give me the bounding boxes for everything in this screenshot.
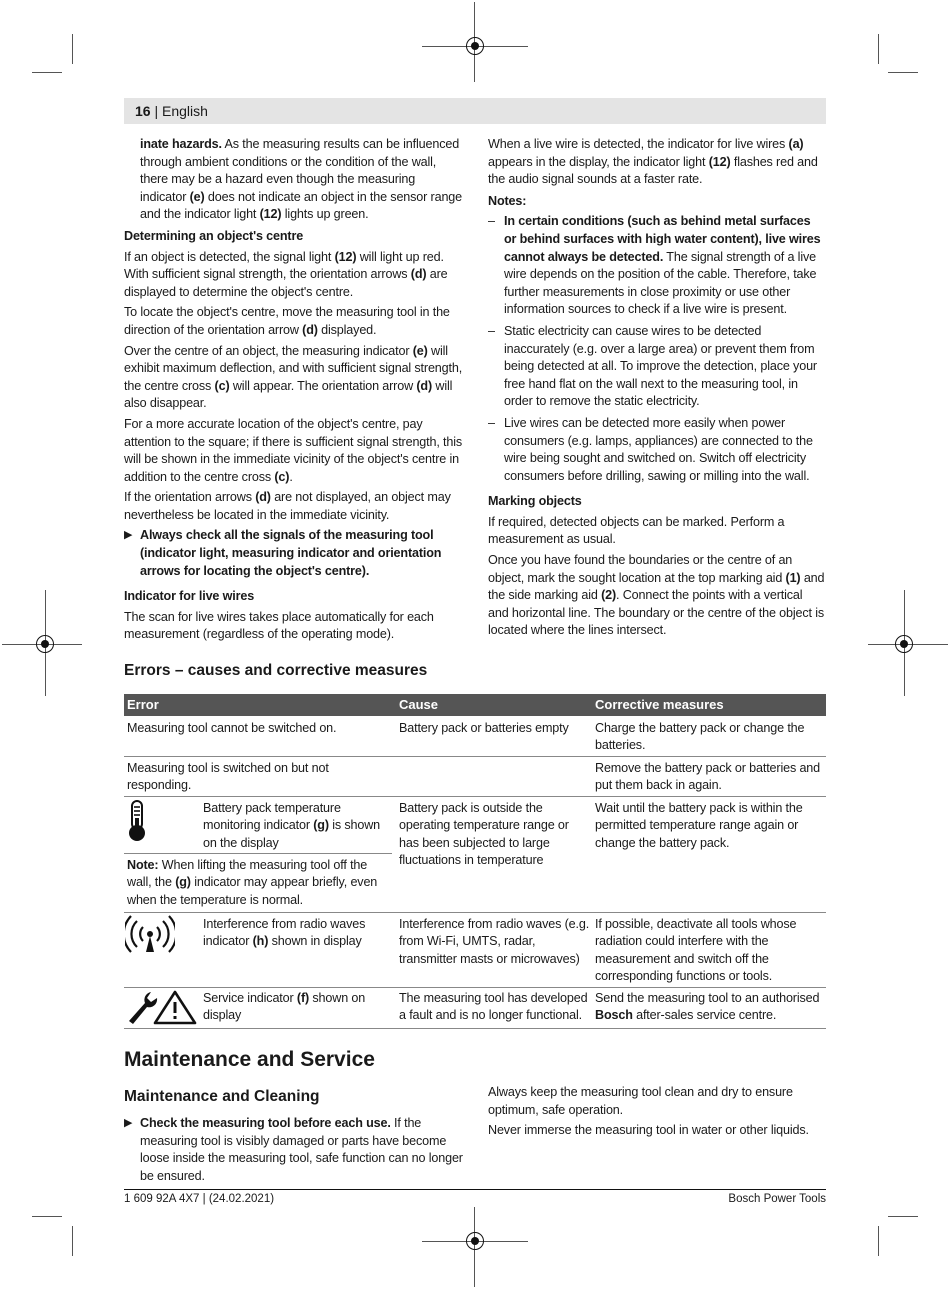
table-divider (124, 987, 826, 988)
table-cell: Charge the battery pack or change the batteries. (595, 721, 805, 753)
footer-brand: Bosch Power Tools (728, 1193, 826, 1205)
crop-mark (32, 72, 62, 73)
paragraph: If required, detected objects can be marked. Perform a measurement as usual. (488, 514, 785, 547)
table-cell: The measuring tool has developed a fault and is no longer functional. (399, 991, 588, 1023)
table-cell: Battery pack temperature monitoring indicator (g) is shown on the display (203, 801, 381, 850)
triangle-bullet-icon: ▶ (124, 1117, 133, 1129)
thermometer-icon (127, 800, 149, 847)
note-item: – Live wires can be detected more easily when power consumers (e.g. lamps, appliances) are connected to the wire being sought and switched on. Switch off electricity consumers before drilling, sawing or milling into the wall. (488, 415, 813, 483)
section-title: Maintenance and Service (124, 1048, 375, 1071)
table-cell: Interference from radio waves (e.g. from Wi-Fi, UMTS, radar, transmitter masts or microwaves) (399, 917, 590, 966)
footer-rule (124, 1189, 826, 1190)
column-header: Corrective measures (595, 697, 724, 712)
warning-bullet: ▶ Check the measuring tool before each use. If the measuring tool is visibly damaged or parts have become loose inside the measuring tool, safe function can no longer be ensured. (124, 1116, 463, 1183)
crop-mark (888, 1216, 918, 1217)
warning-bullet: ▶ Always check all the signals of the measuring tool (indicator light, measuring indicator and orientation arrows for locating the object's centre). (124, 528, 442, 578)
header-separator: | (150, 103, 162, 119)
paragraph: To locate the object's centre, move the measuring tool in the direction of the orientation arrow (d) displayed. (124, 305, 450, 337)
column-header: Error (127, 697, 159, 712)
right-column (488, 136, 826, 643)
table-cell: Interference from radio waves indicator (h) shown in display (203, 917, 366, 949)
paragraph: The scan for live wires takes place automatically for each measurement (regardless of the operating mode). (124, 609, 434, 642)
table-cell: If possible, deactivate all tools whose radiation could interfere with the measurement and switch off the corresponding functions or tools. (595, 917, 797, 984)
table-cell: Wait until the battery pack is within the permitted temperature range again or change the battery pack. (595, 801, 803, 850)
paragraph: Over the centre of an object, the measuring indicator (e) will exhibit maximum deflection, and with sufficient signal strength, the centre cross (c) will appear. The orientation arrow (d) will also disappear. (124, 343, 463, 411)
crop-mark (888, 72, 918, 73)
table-cell: Remove the battery pack or batteries and put them back in again. (595, 761, 821, 793)
table-divider (124, 853, 392, 854)
table-divider (124, 912, 826, 913)
maintenance-left (124, 1115, 464, 1188)
table-divider (124, 756, 826, 757)
section-heading: Indicator for live wires (124, 589, 255, 604)
paragraph: For a more accurate location of the object's centre, pay attention to the square; if there is sufficient signal strength, this will be shown in the immediate vicinity of the object's centre in addition to the centre cross (c). (124, 416, 463, 484)
crop-mark (878, 1226, 879, 1256)
service-warning-icon (125, 989, 197, 1030)
notes-heading: Notes: (488, 193, 527, 208)
left-column (124, 136, 464, 647)
paragraph: When a live wire is detected, the indicator for live wires (a) appears in the display, the indicator light (12) flashes red and the audio signal sounds at a faster rate. (488, 137, 818, 187)
column-header: Cause (399, 697, 439, 712)
paragraph: If an object is detected, the signal light (12) will light up red. With sufficient signal strength, the orientation arrows (d) are displayed to determine the object's centre. (124, 249, 448, 299)
page-header-bar (124, 98, 826, 124)
table-divider (124, 796, 826, 797)
header-language: English (162, 103, 208, 119)
crop-mark (72, 34, 73, 64)
table-note: Note: When lifting the measuring tool off the wall, the (g) indicator may appear briefly, even when the temperature is normal. (127, 858, 378, 907)
table-title: Errors – causes and corrective measures (124, 662, 428, 679)
table-cell: Service indicator (f) shown on display (203, 991, 366, 1023)
crop-mark (32, 1216, 62, 1217)
maintenance-right (488, 1084, 826, 1143)
page-number: 16 (135, 103, 151, 119)
table-header (124, 694, 826, 716)
table-cell: Send the measuring tool to an authorised Bosch after-sales service centre. (595, 991, 820, 1023)
footer-doc-id: 1 609 92A 4X7 | (24.02.2021) (124, 1193, 275, 1205)
paragraph: Once you have found the boundaries or the centre of an object, mark the sought location at the top marking aid (1) and the side marking aid (2). Connect the points with a vertical and horizontal line. The boundary or the centre of the object is located where the lines intersect. (488, 553, 825, 638)
registration-mark-icon (36, 635, 54, 653)
crop-mark (72, 1226, 73, 1256)
radio-waves-icon (125, 914, 175, 961)
table-cell: Battery pack or batteries empty (399, 721, 569, 735)
section-heading: Marking objects (488, 494, 582, 509)
paragraph: If the orientation arrows (d) are not displayed, an object may nevertheless be located in the immediate vicinity. (124, 490, 451, 522)
subsection-title: Maintenance and Cleaning (124, 1088, 320, 1105)
crop-mark (878, 34, 879, 64)
note-item: – Static electricity can cause wires to be detected inaccurately (e.g. over a large area) or prevent them from being detected at all. To improve the detection, place your free hand flat on the wall next to the measuring tool, in order to remove the static electricity. (488, 323, 817, 409)
registration-mark-icon (466, 1232, 484, 1250)
registration-mark-icon (895, 635, 913, 653)
page-header (135, 103, 208, 119)
triangle-bullet-icon: ▶ (124, 529, 133, 542)
table-cell: Measuring tool is switched on but not responding. (127, 761, 329, 793)
section-heading: Determining an object's centre (124, 228, 304, 243)
paragraph: Always keep the measuring tool clean and dry to ensure optimum, safe operation. (488, 1085, 793, 1117)
registration-mark-icon (466, 37, 484, 55)
intro-paragraph: inate hazards. As the measuring results can be influenced through ambient conditions or the condition of the wall, there may be a hazard even though the measuring indicator (e) does not indicate an object in the sensor range and the indicator light (12) lights up green. (140, 137, 463, 222)
note-item: – In certain conditions (such as behind metal surfaces or behind surfaces with high water content), live wires cannot always be detected. The signal strength of a live wire depends on the position of the cable. Therefore, take further measurements in close proximity or use other information sources to check if a live wire is present. (488, 214, 821, 317)
table-cell: Battery pack is outside the operating temperature range or has been subjected to large fluctuations in temperature (399, 801, 569, 868)
table-cell: Measuring tool cannot be switched on. (127, 721, 337, 735)
table-divider (124, 1028, 826, 1029)
paragraph: Never immerse the measuring tool in water or other liquids. (488, 1123, 809, 1138)
